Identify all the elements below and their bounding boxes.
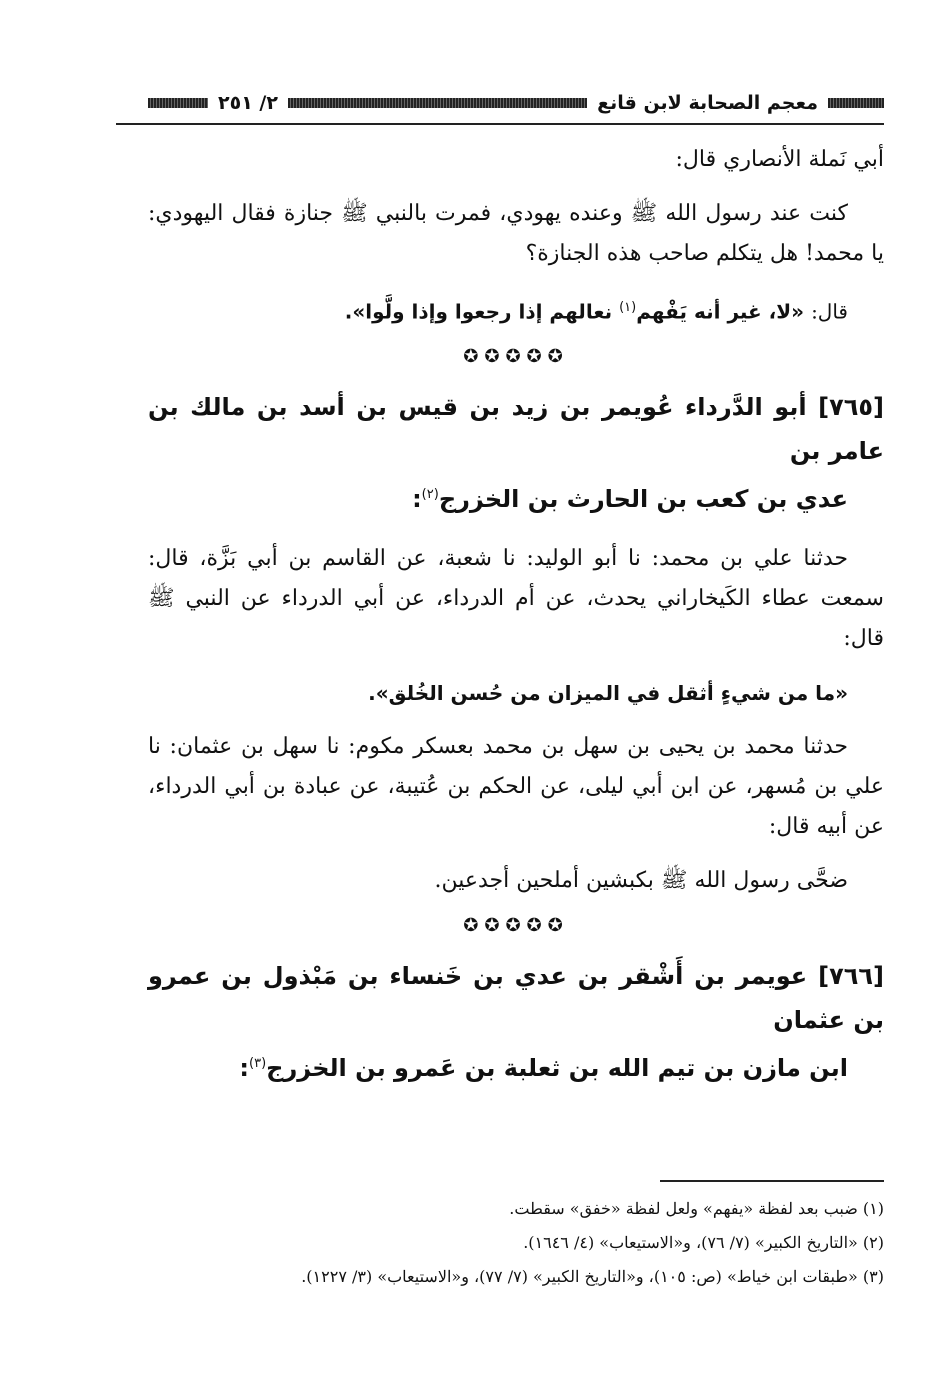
page-body: [148, 140, 884, 1108]
section-separator-1: ✪✪✪✪✪: [463, 345, 569, 367]
section-separator-2: ✪✪✪✪✪: [463, 914, 569, 936]
footnote-ref-2: (٢): [421, 486, 439, 502]
hadith-paragraph-2: حدثنا علي بن محمد: نا أبو الوليد: نا شعبة، عن القاسم بن أبي بَزَّة، قال: سمعت عطاء الكَيخاراني يحدث، عن أم الدرداء، عن أبي الدرداء عن النبي ﷺ قال:: [148, 545, 884, 651]
quote-text: «لا، غير أنه يَفْهم: [636, 299, 805, 324]
quote-text-end: نعالهم إذا رجعوا وإذا ولَّوا».: [344, 299, 613, 324]
hadith-paragraph-1: كنت عند رسول الله ﷺ وعنده يهودي، فمرت بالنبي ﷺ جنازة فقال اليهودي: يا محمد! هل يتكلم صاحب هذه الجنازة؟: [148, 201, 884, 266]
entry-765-line1: [٧٦٥] أبو الدَّرداء عُويمر بن زيد بن قيس بن أسد بن مالك بن عامر بن: [148, 392, 884, 465]
footnotes: [148, 1192, 884, 1294]
entry-766-line2: ابن مازن بن تيم الله بن ثعلبة بن عَمرو بن الخزرج: [266, 1053, 848, 1082]
entry-766-line1: [٧٦٦] عويمر بن أَشْقر بن عدي بن خَنساء بن مَبْذول بن عمرو بن عثمان: [148, 961, 884, 1034]
footnote-rule: [660, 1180, 884, 1182]
footnote-3: (٣) «طبقات ابن خياط» (ص: ١٠٥)، و«التاريخ الكبير» (٧/ ٧٧)، و«الاستيعاب» (٣/ ١٢٢٧).: [301, 1267, 884, 1286]
header-ornament-middle: [288, 98, 587, 108]
footnote-ref-1: (١): [619, 300, 637, 315]
entry-765-line2: عدي بن كعب بن الحارث بن الخزرج: [438, 484, 848, 513]
footnote-2: (٢) «التاريخ الكبير» (٧/ ٧٦)، و«الاستيعاب» (٤/ ١٦٤٦).: [523, 1233, 884, 1252]
entry-766-heading: [148, 954, 884, 1090]
footnote-ref-3: (٣): [249, 1055, 267, 1071]
running-header: [148, 86, 884, 120]
header-ornament-right: [828, 98, 884, 108]
entry-766-line2-wrap: [148, 1042, 884, 1090]
header-title: معجم الصحابة لابن قانع: [597, 92, 818, 114]
header-page-number: ٢/ ٢٥١: [218, 92, 278, 114]
entry-765-heading: [148, 385, 884, 521]
intro-line: أبي نَملة الأنصاري قال:: [675, 147, 884, 172]
entry-766-colon: :: [239, 1053, 250, 1082]
hadith-paragraph-3: حدثنا محمد بن يحيى بن سهل بن محمد بعسكر مكوم: نا سهل بن عثمان: نا علي بن مُسهر، عن ابن أبي ليلى، عن الحكم بن عُتيبة، عن عبادة بن أبي الدرداء، عن أبيه قال:: [148, 733, 884, 839]
footnote-1: (١) ضبب بعد لفظة «يفهم» ولعل لفظة «خفق» سقطت.: [509, 1199, 884, 1218]
hadith-paragraph-4: ضحَّى رسول الله ﷺ بكبشين أملحين أجدعين.: [434, 867, 848, 893]
header-ornament-left: [148, 98, 208, 108]
entry-765-colon: :: [412, 484, 422, 513]
header-rule: [116, 123, 884, 125]
entry-765-line2-wrap: [148, 473, 884, 521]
hadith-quote-1: [148, 288, 884, 332]
hadith-quote-2: «ما من شيءٍ أثقل في الميزان من حُسن الخُلق».: [368, 680, 848, 705]
quote-prefix: قال:: [811, 299, 848, 324]
